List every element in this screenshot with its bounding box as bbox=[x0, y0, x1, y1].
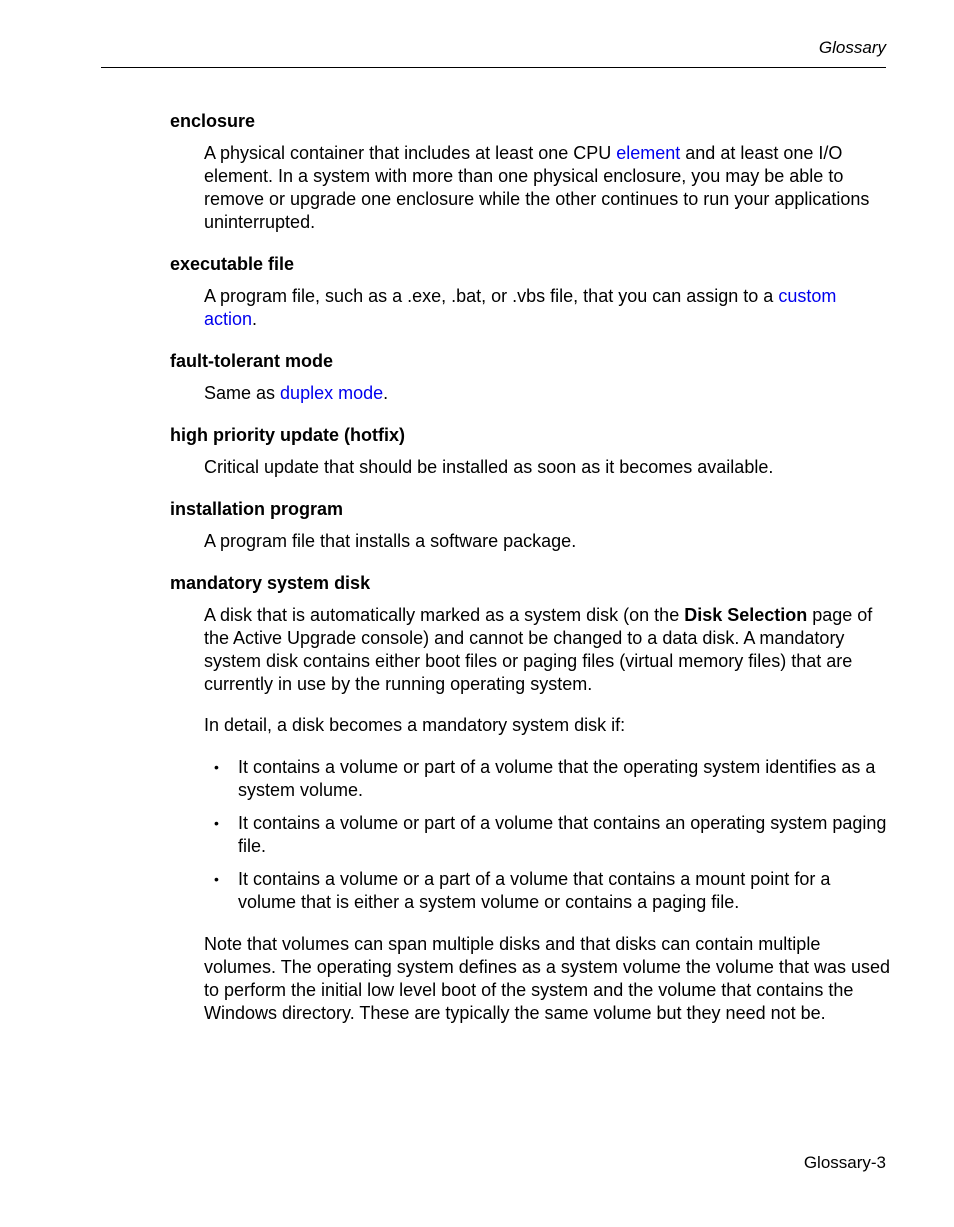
term-enclosure: enclosure bbox=[170, 111, 256, 131]
definition-text: A physical container that includes at least one CPU bbox=[204, 143, 617, 163]
entry-enclosure bbox=[170, 110, 890, 234]
term-executable-file: executable file bbox=[170, 254, 295, 274]
running-header: Glossary bbox=[818, 38, 886, 57]
entry-mandatory-system-disk bbox=[170, 572, 890, 1025]
list-item bbox=[204, 868, 890, 914]
definition-paragraph-3: Note that volumes can span multiple disks and that disks can contain multiple volumes. The operating system defines as a system volume the volume that was used to perform the initial low level boot of the system and the volume that contains the Windows directory. These are typically the same volume but they need not be. bbox=[204, 934, 891, 1023]
page-number: Glossary-3 bbox=[803, 1153, 886, 1172]
link-duplex-mode[interactable]: duplex mode bbox=[280, 383, 384, 403]
list-item-text: It contains a volume or part of a volume that contains an operating system paging file. bbox=[238, 813, 887, 856]
definition-text: Same as bbox=[204, 383, 281, 403]
term-fault-tolerant-mode: fault-tolerant mode bbox=[170, 351, 334, 371]
entry-fault-tolerant-mode bbox=[170, 350, 890, 405]
definition-installation-program bbox=[204, 530, 890, 553]
definition-paragraph-1 bbox=[204, 604, 890, 696]
definition-text: Critical update that should be installed as soon as it becomes available. bbox=[204, 457, 774, 477]
link-element[interactable]: element bbox=[616, 143, 681, 163]
definition-text: page of the Active Upgrade console) and cannot be changed to a data disk. A mandatory system disk contains either boot files or paging files (virtual memory files) that are currently in use by the running operating system. bbox=[204, 605, 873, 694]
definition-text: A program file that installs a software package. bbox=[204, 531, 577, 551]
definition-text: and at least one I/O element. In a system with more than one physical enclosure, you may be able to remove or upgrade one enclosure while the other continues to run your applications uninterrupted. bbox=[204, 143, 870, 232]
definition-mandatory-system-disk bbox=[204, 604, 890, 1025]
bullet-icon: • bbox=[214, 759, 219, 775]
term-installation-program: installation program bbox=[170, 499, 344, 519]
definition-executable-file bbox=[204, 285, 890, 331]
definition-high-priority-update bbox=[204, 456, 890, 479]
condition-list bbox=[204, 756, 890, 914]
list-item-text: It contains a volume or a part of a volume that contains a mount point for a volume that is either a system volume or contains a paging file. bbox=[238, 869, 831, 912]
definition-paragraph-2: In detail, a disk becomes a mandatory system disk if: bbox=[204, 715, 626, 735]
definition-text: A program file, such as a .exe, .bat, or .vbs file, that you can assign to a bbox=[204, 286, 779, 306]
entry-installation-program bbox=[170, 498, 890, 553]
list-item bbox=[204, 756, 890, 802]
entry-high-priority-update bbox=[170, 424, 890, 479]
definition-fault-tolerant-mode bbox=[204, 382, 890, 405]
definition-text: A disk that is automatically marked as a system disk (on the bbox=[204, 605, 685, 625]
definition-text: . bbox=[252, 309, 258, 329]
term-mandatory-system-disk: mandatory system disk bbox=[170, 573, 371, 593]
ui-reference-disk-selection: Disk Selection bbox=[684, 605, 808, 625]
bullet-icon: • bbox=[214, 871, 219, 887]
definition-text: . bbox=[383, 383, 389, 403]
header-rule bbox=[101, 67, 886, 68]
term-high-priority-update: high priority update (hotfix) bbox=[170, 425, 405, 445]
list-item-text: It contains a volume or part of a volume that the operating system identifies as a system volume. bbox=[238, 757, 876, 800]
entry-executable-file bbox=[170, 253, 890, 331]
bullet-icon: • bbox=[214, 815, 219, 831]
definition-enclosure bbox=[204, 142, 890, 234]
list-item bbox=[204, 812, 890, 858]
link-custom-action[interactable]: custom action bbox=[204, 286, 837, 329]
glossary-content bbox=[170, 110, 890, 1025]
